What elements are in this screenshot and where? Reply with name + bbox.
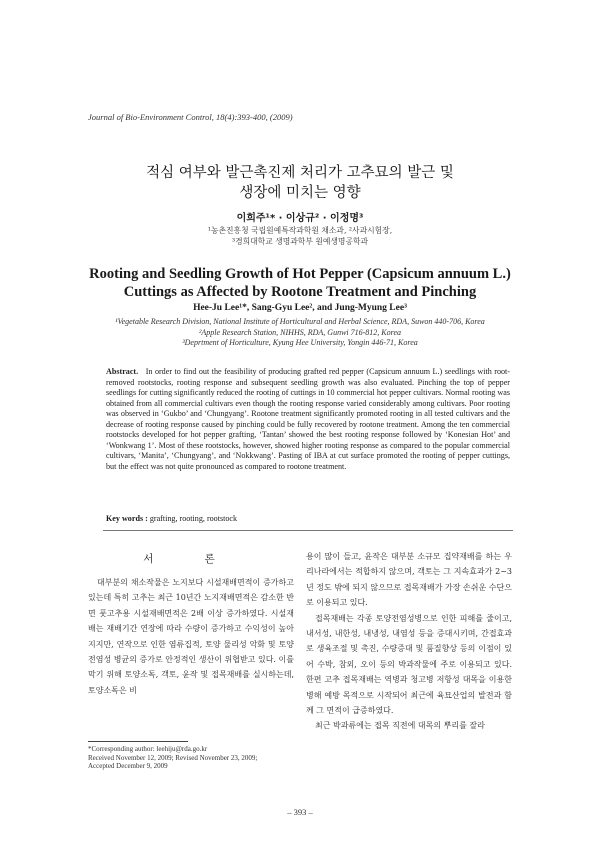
english-title-line-1: Rooting and Seedling Growth of Hot Pepper (Capsicum annuum L.) xyxy=(89,266,511,282)
keywords xyxy=(106,514,237,523)
english-authors: Hee-Ju Lee¹*, Sang-Gyu Lee², and Jung-Myung Lee³ xyxy=(193,303,407,313)
page-number: – 393 – xyxy=(287,807,313,817)
footnote-divider xyxy=(88,741,188,742)
section-heading-introduction: 서 론 xyxy=(143,553,239,565)
body-paragraph: 접목재배는 각종 토양전염성병으로 인한 피해를 줄이고, 내서성, 내한성, 내냉성, 내염성 등을 증대시키며, 간접효과로 생육조절 및 촉진, 수량증대 및 품질향상 등의 이점이 있어 수박, 참외, 오이 등의 박과작물에 주로 이용되고 있다. 한편 고추 접목재배는 역병과 청고병 저항성 대목을 이용한 병해 예방 목적으로 시작되어 최근에 육묘산업의 발전과 함께 그 면적이 급증하였다. xyxy=(306,613,512,716)
english-title xyxy=(0,265,600,301)
korean-authors: 이희주¹* · 이상규² · 이정명³ xyxy=(236,213,364,224)
body-paragraph: 용이 많이 들고, 윤작은 대부분 소규모 집약재배를 하는 우리나라에서는 적합하지 않으며, 객토는 그 지속효과가 2~3년 정도 밖에 되지 않으므로 접목재배가 가장 손쉬운 수단으로 이용되고 있다. xyxy=(306,552,512,608)
keywords-text: grafting, rooting, rootstock xyxy=(149,514,238,523)
footnote xyxy=(88,745,294,771)
korean-title-line-1: 적심 여부와 발근촉진제 처리가 고추묘의 발근 및 xyxy=(146,165,454,181)
journal-citation: Journal of Bio-Environment Control, 18(4):393-400, (2009) xyxy=(88,112,293,122)
abstract-label: Abstract. xyxy=(106,367,139,376)
keywords-label: Key words : xyxy=(106,514,148,523)
korean-title xyxy=(0,163,600,203)
english-title-line-2: Cuttings as Affected by Rootone Treatment and Pinching xyxy=(123,284,477,300)
korean-affiliations xyxy=(0,225,600,247)
korean-affiliation-line-1: ¹농촌진흥청 국립원예특작과학원 채소과, ²사과시험장, xyxy=(207,226,393,235)
english-affiliation-line-1: ¹Vegetable Research Division, National Institute of Horticultural and Herbal Science, RDA, Suwon 440-706, Korea xyxy=(115,317,485,326)
body-paragraph: 최근 박과류에는 접목 직전에 대목의 뿌리를 잘라 xyxy=(315,721,485,731)
accepted-date: Accepted December 9, 2009 xyxy=(88,762,168,771)
corresponding-author: *Corresponding author: leehiju@rda.go.kr xyxy=(88,745,208,753)
abstract-divider xyxy=(103,530,513,531)
received-dates: Received November 12, 2009; Revised November 23, 2009; xyxy=(88,753,258,762)
abstract-text: In order to find out the feasibility of producing grafted red pepper (Capsicum annuum L.) seedlings with root-removed rootstocks, rooting response and subsequent seedling growth was also evaluated. Pinching the top of pepper seedlings for cutting significantly reduced the rooting of cuttings in 10 commercial hot pepper cultivars. Normal rooting was obtained from all commercial cultivars even though the rooting response varied considerably among cultivars. Poor rooting was observed in ‘Gukbo’ and ‘Chungyang’. Rootone treatment significantly promoted rooting in all tested cultivars and the decrease of rooting response caused by pinching could be fully recovered by rootone treatment. Among the ten commercial rootstocks developed for hot pepper grafting, ‘Tantan’ showed the best rooting response followed by ‘Konesian Hot’ and ‘Wonkwang 1’. Most of these rootstocks, however, showed higher rooting response as compared to the popular commercial cultivars, ‘Manita’, ‘Chungyang’, and ‘Nokkwang’. Pasting of IBA at cut surface promoted the rooting of pepper cuttings, but the effect was not quite pronounced as compared to rootone treatment. xyxy=(106,367,510,471)
english-affiliation-line-2: ²Apple Research Station, NIHHS, RDA, Gunwi 716-812, Korea xyxy=(198,327,401,337)
english-affiliation-line-3: ³Deprtment of Horticulture, Kyung Hee University, Yongin 446-71, Korea xyxy=(182,338,418,348)
body-left-column: 대부분의 채소작물은 노지보다 시설재배면적이 증가하고 있는데 특히 고추는 최근 10년간 노지재배면적은 감소한 반면 풋고추용 시설재배면적은 2배 이상 증가하였다. 시설재배는 재배기간 연장에 따라 수량이 증가하고 수익성이 높아지지만, 연작으로 인한 염류집적, 토양 물리성 악화 및 토양전염성 병균의 증가로 안정적인 생산이 위협받고 있다. 이를 막기 위해 토양소독, 객토, 윤작 및 접목재배를 실시하는데, 토양소독은 비 xyxy=(88,578,294,695)
korean-title-line-2: 생장에 미치는 영향 xyxy=(239,185,361,201)
english-affiliations xyxy=(0,317,600,349)
abstract xyxy=(106,367,510,472)
body-right-column xyxy=(306,549,512,734)
korean-affiliation-line-2: ³경희대학교 생명과학부 원예생명공학과 xyxy=(231,237,369,246)
